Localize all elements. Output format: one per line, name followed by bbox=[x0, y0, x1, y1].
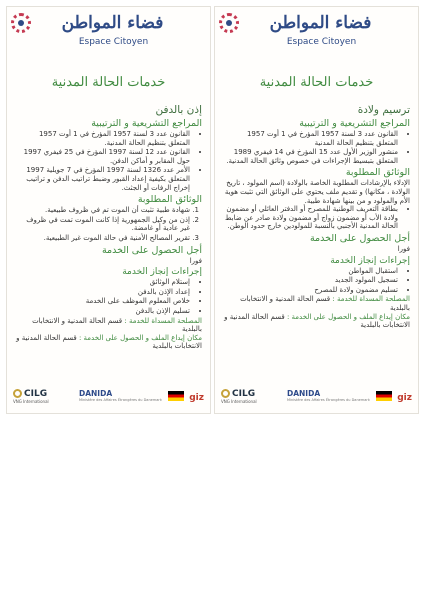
docs-list bbox=[15, 206, 202, 242]
department-value: قسم الحالة المدنية و الانتخابات بالبلدية bbox=[240, 295, 410, 312]
danida-logo: DANIDA Ministère des Affaires Étrangères du Danemark bbox=[287, 389, 370, 402]
procedure-item: • إعداد الإذن بالدفن bbox=[15, 288, 190, 297]
deadline-heading: أجل الحصول على الخدمة bbox=[309, 232, 410, 244]
legal-item: • القانون عدد 3 لسنة 1957 المؤرخ في 1 أوت 1957 المتعلق بتنظيم الحالة المدنية bbox=[223, 130, 398, 147]
procedure-item: • خلاص المعلوم الموظف على الخدمة bbox=[15, 297, 190, 306]
procedure-item: • تسجيل المولود الجديد bbox=[223, 276, 398, 285]
legal-item: • الأمر عدد 1326 لسنة 1997 المؤرخ في 7 جويلية 1997 المتعلق بكيفية إعداد القبور وضبط تراتيب الدفن و تراتيب إخراج الرفات أو الجثث. bbox=[15, 166, 190, 192]
doc-item: • بطاقة التعريف الوطنية للمصرح أو الدفتر العائلي أو مضمون ولادة الأب أو مضمون زواج أو مضمون ولادة صادر عن ضابط الحالة المدنية الأجنبي بالنسبة للمولودين خارج حدود الوطن. bbox=[223, 205, 398, 231]
place-label: مكان إيداع الملف و الحصول على الخدمة : bbox=[286, 312, 410, 321]
department-label: المصلحة المسداة للخدمة : bbox=[124, 316, 202, 325]
department-line bbox=[15, 317, 202, 334]
page-title: خدمات الحالة المدنية bbox=[259, 75, 374, 90]
german-flag-icon bbox=[168, 391, 184, 401]
procedures-heading: إجراءات إنجاز الخدمة bbox=[330, 255, 410, 266]
department-label: المصلحة المسداة للخدمة : bbox=[332, 295, 410, 304]
partner-logos bbox=[13, 389, 204, 409]
cilg-icon bbox=[221, 389, 230, 398]
legal-list bbox=[223, 130, 410, 165]
place-line bbox=[15, 334, 202, 351]
logo-french-text: Espace Citoyen bbox=[286, 37, 357, 47]
place-label: مكان إيداع الملف و الحصول على الخدمة : bbox=[78, 333, 202, 342]
doc-item: 3. تقرير المصالح الأمنية في حالة الموت غير الطبيعية. bbox=[15, 234, 190, 243]
danida-logo: DANIDA Ministère des Affaires Étrangères du Danemark bbox=[79, 389, 162, 402]
cilg-logo: CILG VNG International bbox=[13, 389, 49, 404]
procedure-item: • إستلام الوثائق bbox=[15, 278, 190, 287]
deadline-value: فورا bbox=[397, 244, 410, 253]
legal-item: • القانون عدد 12 لسنة 1997 المؤرخ في 25 فيفري 1997 حول المقابر و أماكن الدفن. bbox=[15, 148, 190, 165]
legal-heading: المراجع التشريعية و الترتيبية bbox=[91, 118, 202, 129]
giz-logo: giz bbox=[397, 393, 412, 403]
place-value: قسم الحالة المدنية و الانتخابات بالبلدية bbox=[224, 312, 410, 330]
procedures-list bbox=[15, 278, 202, 315]
legal-heading: المراجع التشريعية و الترتيبية bbox=[299, 118, 410, 129]
service-heading: إذن بالدفن bbox=[155, 104, 202, 116]
deadline-heading: أجل الحصول على الخدمة bbox=[101, 244, 202, 256]
logo-ring-icon bbox=[219, 13, 239, 33]
logo-arabic-text: فضاء المواطن bbox=[61, 13, 164, 33]
espace-citoyen-logo bbox=[215, 7, 418, 57]
place-value: قسم الحالة المدنية و الانتخابات بالبلدية bbox=[16, 333, 202, 351]
service-heading: ترسيم ولادة bbox=[357, 104, 410, 116]
german-flag-icon bbox=[376, 391, 392, 401]
procedure-item: • استقبال المواطن bbox=[223, 267, 398, 276]
department-value: قسم الحالة المدنية و الانتخابات بالبلدية bbox=[32, 316, 202, 334]
doc-item: 2. إذن من وكيل الجمهورية إذا كانت الموت تمت في ظروف غير عادية أو غامضة. bbox=[15, 216, 190, 233]
logo-arabic-text: فضاء المواطن bbox=[269, 13, 372, 33]
birth-registration-card bbox=[214, 6, 419, 414]
giz-logo: giz bbox=[189, 393, 204, 403]
docs-heading: الوثائق المطلوبة bbox=[137, 194, 202, 206]
logo-ring-icon bbox=[11, 13, 31, 33]
procedures-heading: إجراءات إنجاز الخدمة bbox=[122, 267, 202, 278]
docs-heading: الوثائق المطلوبة bbox=[345, 167, 410, 179]
page-title: خدمات الحالة المدنية bbox=[51, 75, 166, 90]
cilg-logo: CILG VNG International bbox=[221, 389, 257, 404]
procedure-item: • تسليم مضمون ولادة للمصرح bbox=[223, 286, 398, 295]
legal-item: • القانون عدد 3 لسنة 1957 المؤرخ في 1 أوت 1957 المتعلق بتنظيم الحالة المدنية. bbox=[15, 130, 190, 147]
docs-text: الإدلاء بالإرشادات المطلوبة الخاصة بالولادة (اسم المولود ، تاريخ الولادة ، مكانها) و تقديم ملف يحتوي على الوثائق التي تثبت هوية الأم والمولود و من بينها شهادة طبية. bbox=[224, 179, 410, 205]
legal-item: • منشور الوزير الأول عدد 15 المؤرخ في 14 فيفري 1989 المتعلق بتبسيط الإجراءات في خصوص وثائق الحالة المدنية. bbox=[223, 148, 398, 165]
logo-french-text: Espace Citoyen bbox=[78, 37, 149, 47]
place-line bbox=[223, 313, 410, 330]
procedure-item: • تسليم الإذن بالدفن bbox=[15, 307, 190, 316]
doc-item: 1. شهادة طبية تثبت أن الموت تم في ظروف طبيعية. bbox=[15, 206, 190, 215]
procedures-list bbox=[223, 267, 410, 295]
burial-permit-card bbox=[6, 6, 211, 414]
partner-logos bbox=[221, 389, 412, 409]
cilg-icon bbox=[13, 389, 22, 398]
deadline-value: فورا bbox=[189, 256, 202, 265]
espace-citoyen-logo bbox=[7, 7, 210, 57]
department-line bbox=[223, 295, 410, 312]
legal-list bbox=[15, 130, 202, 192]
docs-list bbox=[223, 205, 410, 231]
